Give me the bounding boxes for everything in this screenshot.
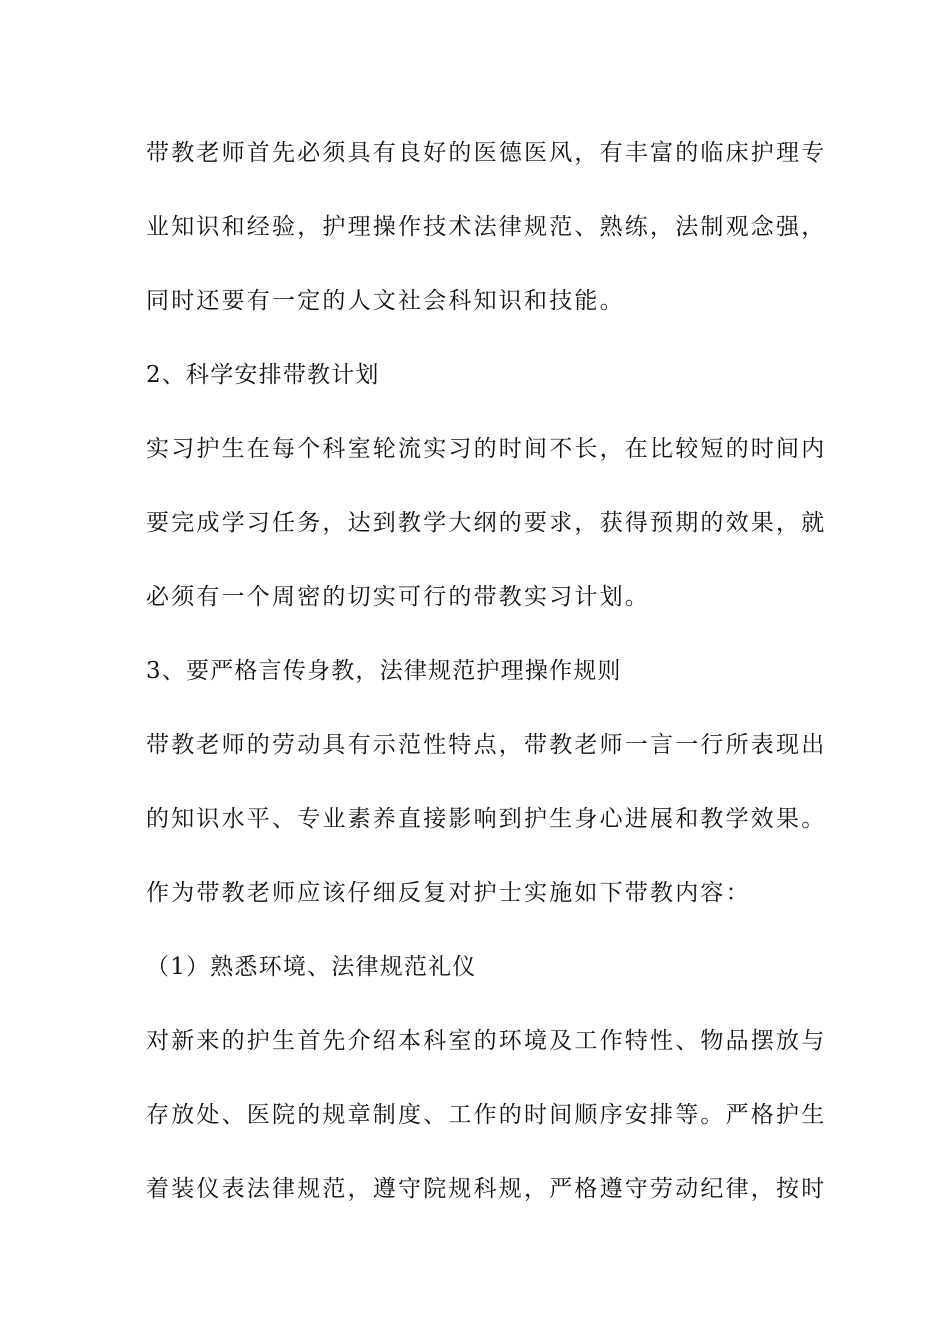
paragraph-line: 要完成学习任务，达到教学大纲的要求，获得预期的效果，就: [146, 510, 827, 536]
paragraph-line: 对新来的护生首先介绍本科室的环境及工作特性、物品摆放与: [146, 1028, 827, 1054]
paragraph-line: 存放处、医院的规章制度、工作的时间顺序安排等。严格护生: [146, 1102, 827, 1128]
paragraph-line: 同时还要有一定的人文社会科知识和技能。: [146, 288, 625, 314]
paragraph-line: 业知识和经验，护理操作技术法律规范、熟练，法制观念强，: [146, 214, 827, 240]
paragraph-line: 带教老师的劳动具有示范性特点，带教老师一言一行所表现出: [146, 732, 827, 758]
paragraph-line: 着装仪表法律规范，遵守院规科规，严格遵守劳动纪律，按时: [146, 1176, 827, 1202]
paragraph-line: 的知识水平、专业素养直接影响到护生身心进展和教学效果。: [146, 806, 827, 832]
section-heading: 3、要严格言传身教，法律规范护理操作规则: [146, 658, 622, 684]
paragraph-line: 实习护生在每个科室轮流实习的时间不长，在比较短的时间内: [146, 436, 827, 462]
section-heading: 2、科学安排带教计划: [146, 362, 380, 388]
paragraph-line: 带教老师首先必须具有良好的医德医风，有丰富的临床护理专: [146, 140, 827, 166]
paragraph-line: 必须有一个周密的切实可行的带教实习计划。: [146, 584, 650, 610]
paragraph-line: 作为带教老师应该仔细反复对护士实施如下带教内容：: [146, 880, 751, 906]
subsection-heading: （1）熟悉环境、法律规范礼仪: [146, 954, 477, 980]
